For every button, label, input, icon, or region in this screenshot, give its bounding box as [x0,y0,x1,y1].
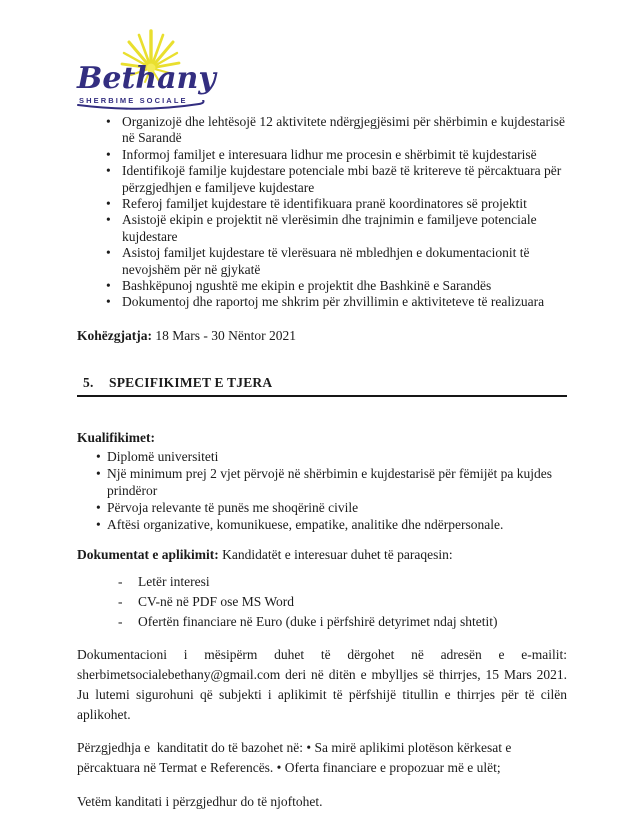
list-item: • Informoj familjet e interesuara lidhur me procesin e shërbimit të kujdestarisë [77,147,567,163]
application-lead-label: Dokumentat e aplikimit: [77,546,219,562]
duration-label: Kohëzgjatja: [77,327,152,343]
duration-line [77,328,567,344]
selection-paragraph: Përzgjedhja e kanditatit do të bazohet në: • Sa mirë aplikimi plotëson kërkesat e përcaktuara në Termat e Referencës. • Oferta financiare e propozuar më e ulët; [77,739,515,775]
application-lead [77,547,567,563]
bethany-logo [77,34,247,108]
list-item: • Përvoja relevante të punës me shoqërinë civile [77,499,567,516]
logo-wordmark: Bethany [77,61,216,96]
duration-value: 18 Mars - 30 Nëntor 2021 [151,327,296,343]
qualifications-heading: Kualifikimet: [77,429,155,445]
list-item: • Diplomë universiteti [77,448,567,465]
submission-paragraph: Dokumentacioni i mësipërm duhet të dërgohet në adresën e e-mailit: sherbimetsocialebethany@gmail.com deri në ditën e mbylljes së thirrjes, 15 Mars 2021. Ju lutemi sigurohuni që subjekti i aplikimit të përfshijë titullin e thirrjes për të cilën aplikohet. [77,646,571,722]
section-heading [77,375,567,397]
list-item: • Aftësi organizative, komunikuese, empatike, analitike dhe ndërpersonale. [77,516,567,533]
list-item: • Dokumentoj dhe raportoj me shkrim për zhvillimin e aktiviteteve të realizuara [77,294,567,310]
logo-underline-swoosh [77,100,209,112]
logo-subtitle: SHERBIME SOCIALE [79,96,188,105]
list-item: • Organizojë dhe lehtësojë 12 aktivitete ndërgjegjësimi për shërbimin e kujdestarisë në Sarandë [77,114,567,147]
list-item: - Letër interesi [77,572,567,592]
list-item: • Asistojë ekipin e projektit në vlerësimin dhe trajnimin e familjeve potenciale kujdestare [77,212,567,245]
qualifications-list [77,448,567,533]
duties-list [77,114,567,311]
list-item: • Bashkëpunoj ngushtë me ekipin e projektit dhe Bashkinë e Sarandës [77,278,567,294]
list-item: - Ofertën financiare në Euro (duke i përfshirë detyrimet ndaj shtetit) [77,612,567,632]
list-item: • Asistoj familjet kujdestare të vlerësuara në mbledhjen e dokumentacionit të nevojshëm për në gjykatë [77,245,567,278]
section-title: SPECIFIKIMET E TJERA [109,374,273,390]
section-number: 5. [83,374,94,390]
application-lead-text: Kandidatët e interesuar duhet të paraqesin: [218,546,453,562]
list-item: • Një minimum prej 2 vjet përvojë në shërbimin e kujdestarisë për fëmijët pa kujdes prindëror [77,465,567,499]
notification-line: Vetëm kanditati i përzgjedhur do të njoftohet. [77,793,323,809]
list-item: • Identifikojë familje kujdestare potenciale mbi bazë të kritereve të përcaktuara për përzgjedhjen e familjeve kujdestare [77,163,567,196]
list-item: - CV-në në PDF ose MS Word [77,592,567,612]
list-item: • Referoj familjet kujdestare të identifikuara pranë koordinatores së projektit [77,196,567,212]
application-documents-list [77,572,567,632]
